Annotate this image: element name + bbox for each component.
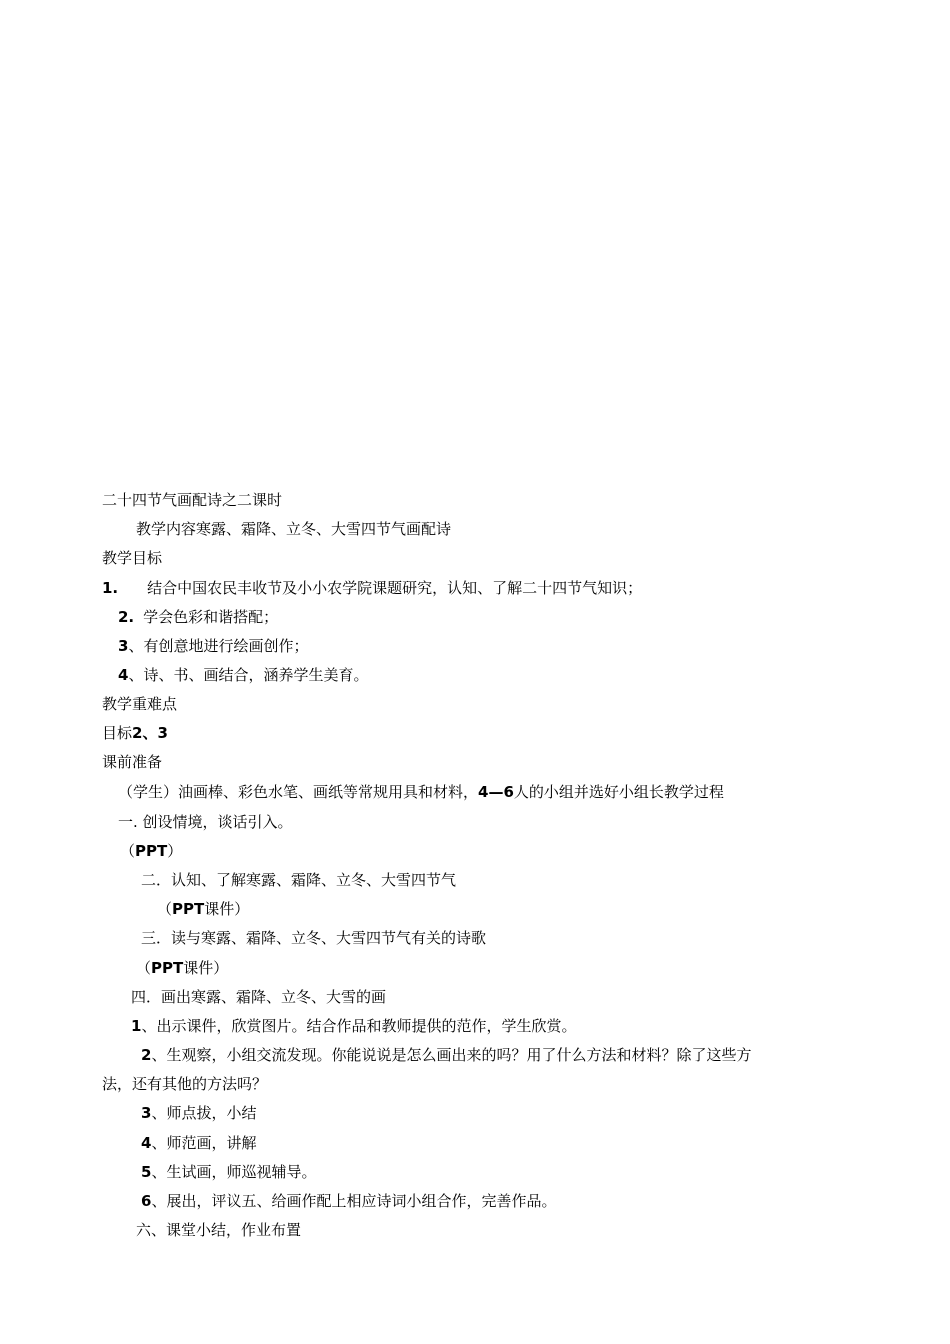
goal-item xyxy=(102,578,642,598)
goal-number: 4 xyxy=(118,666,129,684)
goal-number: 2. xyxy=(118,608,135,626)
sub-step: 2、生观察，小组交流发现。你能说说是怎么画出来的吗？用了什么方法和材料？除了这些方 xyxy=(141,1046,752,1064)
sub-step: 3、师点拔，小结 xyxy=(141,1104,257,1122)
goal-number: 1. xyxy=(102,579,119,597)
sub-step: 1、出示课件，欣赏图片。结合作品和教师提供的范作，学生欣赏。 xyxy=(131,1017,577,1035)
lesson-title: 二十四节气画配诗之二课时 xyxy=(102,491,283,509)
goal-text: 、诗、书、画结合，涵养学生美育。 xyxy=(128,666,369,684)
goal-number: 3 xyxy=(118,637,129,655)
sub-step: 6、展出，评议五、给画作配上相应诗词小组合作，完善作品。 xyxy=(141,1192,557,1210)
key-heading: 教学重难点 xyxy=(102,695,178,713)
step-1: 一. 创设情境，谈话引入。 xyxy=(118,813,293,831)
sub-step: 4、师范画，讲解 xyxy=(141,1134,257,1152)
goals-heading: 教学目标 xyxy=(102,549,163,567)
step-6: 六、课堂小结，作业布置 xyxy=(136,1221,302,1239)
prep-heading: 课前准备 xyxy=(102,753,163,771)
ppt-note: （PPT） xyxy=(120,842,183,860)
ppt-note: （PPT课件） xyxy=(136,959,229,977)
sub-step-continued: 法，还有其他的方法吗？ xyxy=(102,1075,268,1093)
goal-item xyxy=(118,665,368,685)
sub-step: 5、生试画，师巡视辅导。 xyxy=(141,1163,317,1181)
goal-text: 结合中国农民丰收节及小小农学院课题研究，认知、了解二十四节气知识； xyxy=(147,579,643,597)
prep-line: （学生）油画棒、彩色水笔、画纸等常规用具和材料，4—6人的小组并选好小组长教学过程 xyxy=(118,783,724,801)
step-2: 二．认知、了解寒露、霜降、立冬、大雪四节气 xyxy=(141,871,457,889)
goal-item xyxy=(118,607,278,627)
step-4: 四．画出寒露、霜降、立冬、大雪的画 xyxy=(131,988,387,1006)
goal-text: 学会色彩和谐搭配； xyxy=(143,608,279,626)
content-line: 教学内容寒露、霜降、立冬、大雪四节气画配诗 xyxy=(136,520,452,538)
step-3: 三．读与寒露、霜降、立冬、大雪四节气有关的诗歌 xyxy=(141,929,487,947)
ppt-note: （PPT课件） xyxy=(157,900,250,918)
goal-item xyxy=(118,636,308,656)
goal-text: 、有创意地进行绘画创作； xyxy=(128,637,309,655)
key-goals: 目标2、3 xyxy=(102,724,168,742)
